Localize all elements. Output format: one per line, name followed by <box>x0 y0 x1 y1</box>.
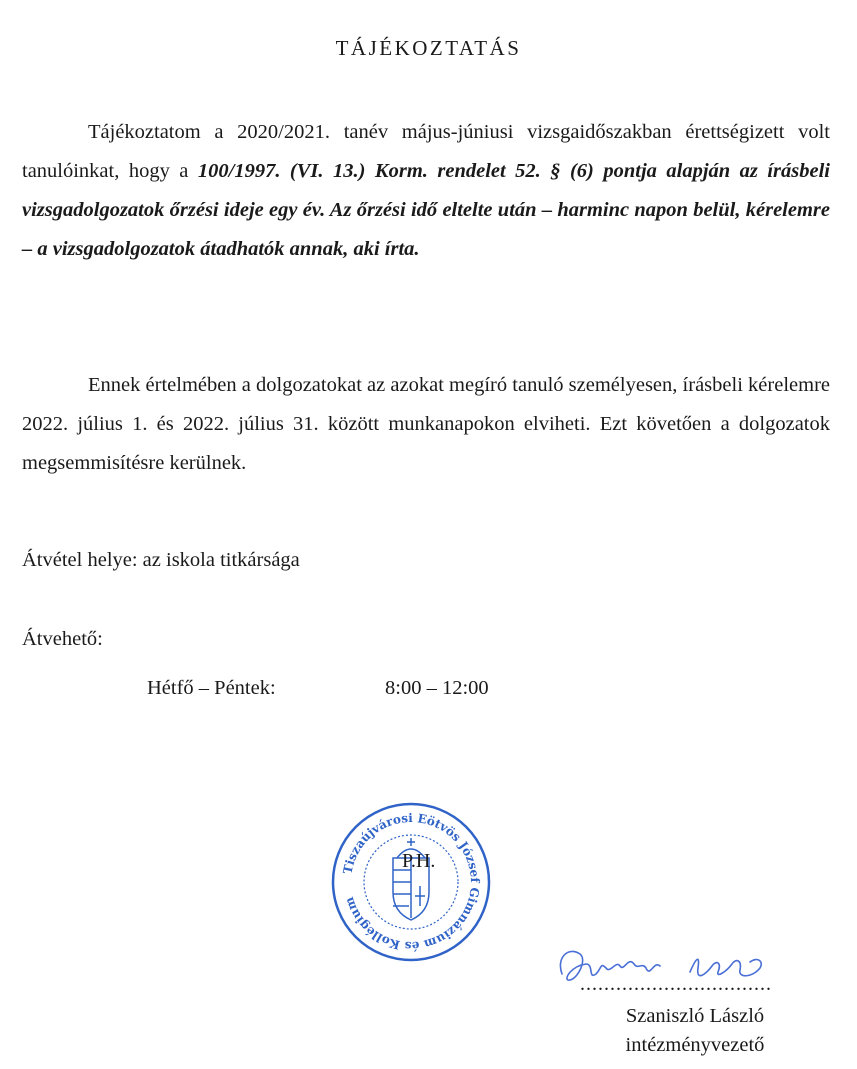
signature-line: ................................ <box>580 973 772 995</box>
paragraph-text: Ennek értelmében a dolgozatokat az azokat megíró tanuló személyesen, írásbeli kérelemre 2022. július 1. és 2022. július 31. között munkanapokon elviheti. Ezt követően a dolgozatok megsemmisítésre kerülnek. <box>22 374 830 474</box>
paragraph-pickup-terms <box>22 366 830 483</box>
pickup-place: Átvétel helye: az iskola titkársága <box>22 549 300 571</box>
paragraph-retention-notice <box>22 113 830 269</box>
available-days: Hétfő – Péntek: <box>147 677 276 699</box>
signer-name: Szaniszló László <box>625 1005 765 1027</box>
available-label: Átvehető: <box>22 628 103 650</box>
paragraph-text: Tájékoztatom a 2020/2021. tanév május-júniusi vizsgaidőszakban érettségizett volt tanulóinkat, hogy a <box>22 121 830 182</box>
available-hours: 8:00 – 12:00 <box>385 677 489 699</box>
regulation-text: 100/1997. (VI. 13.) Korm. rendelet 52. § (6) pontja alapján az írásbeli vizsgadolgozatok őrzési ideje egy év. Az őrzési idő eltelte után – harminc napon belül, kérelemre – a vizsgadolgozatok átadhatók annak, aki írta. <box>22 160 830 260</box>
official-seal-stamp <box>329 800 493 964</box>
svg-text:Tiszaújvárosi Eötvös József Gi: Tiszaújvárosi Eötvös József Gimnázium és Kollégium <box>340 810 483 954</box>
signer-role: intézményvezető <box>625 1034 765 1056</box>
stamp-label: P.H. <box>402 850 436 872</box>
document-title: TÁJÉKOZTATÁS <box>335 36 522 60</box>
